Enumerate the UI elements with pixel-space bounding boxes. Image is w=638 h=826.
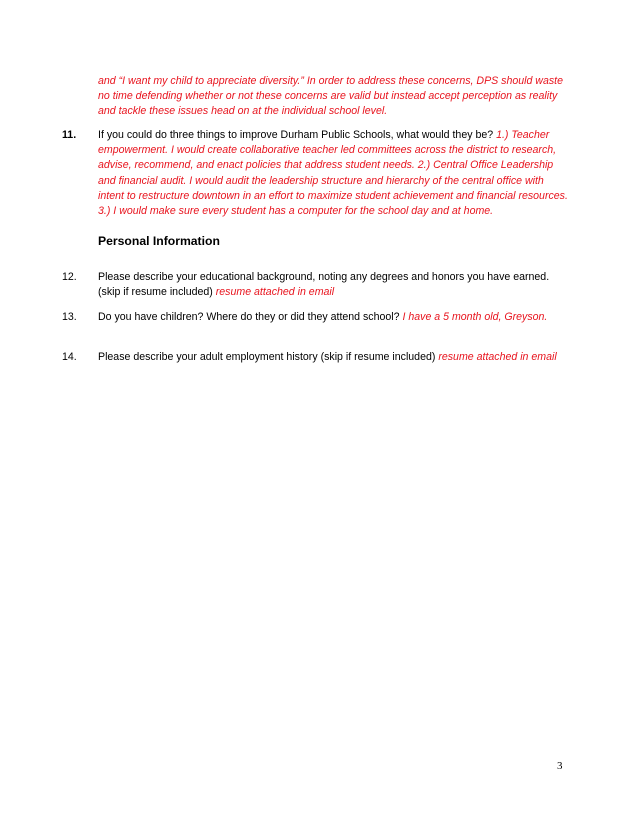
question-12-number: 12. [62,271,77,283]
question-11-text: If you could do three things to improve Durham Public Schools, what would they be? [98,129,494,141]
question-12 [98,270,568,300]
question-11 [98,128,568,219]
continuation-answer-text: and “I want my child to appreciate diversity.” In order to address these concerns, DPS should waste no time defending whether or not these concerns are valid but instead accept perception as reality and tackle these issues head on at the individual school level. [98,75,563,118]
question-13-answer: I have a 5 month old, Greyson. [402,311,548,323]
question-14-number: 14. [62,351,77,363]
question-12-answer: resume attached in email [215,286,335,299]
page-number: 3 [557,760,563,772]
question-13-number: 13. [62,311,77,323]
question-14 [98,350,568,365]
question-14-answer: resume attached in email [438,351,557,363]
question-11-answer: 1.) Teacher empowerment. I would create collaborative teacher led committees across the district to research, advise, recommend, and enact policies that address student needs. 2.) Central Office Leadership and financial audit. I would audit the leadership structure and hierarchy of the central office with intent to restructure downtown in an effort to maximize student achievement and financial resources. 3.) I would make sure every student has a computer for the school day and at home. [98,129,568,218]
question-12-text: Please describe your educational background, noting any degrees and honors you have earned. (skip if resume included) [98,271,550,299]
question-11-number: 11. [62,129,77,141]
question-14-text: Please describe your adult employment history (skip if resume included) [98,351,436,363]
section-heading: Personal Information [98,234,220,248]
continuation-answer [98,74,568,120]
question-13 [98,310,568,325]
question-13-text: Do you have children? Where do they or did they attend school? [98,311,400,323]
